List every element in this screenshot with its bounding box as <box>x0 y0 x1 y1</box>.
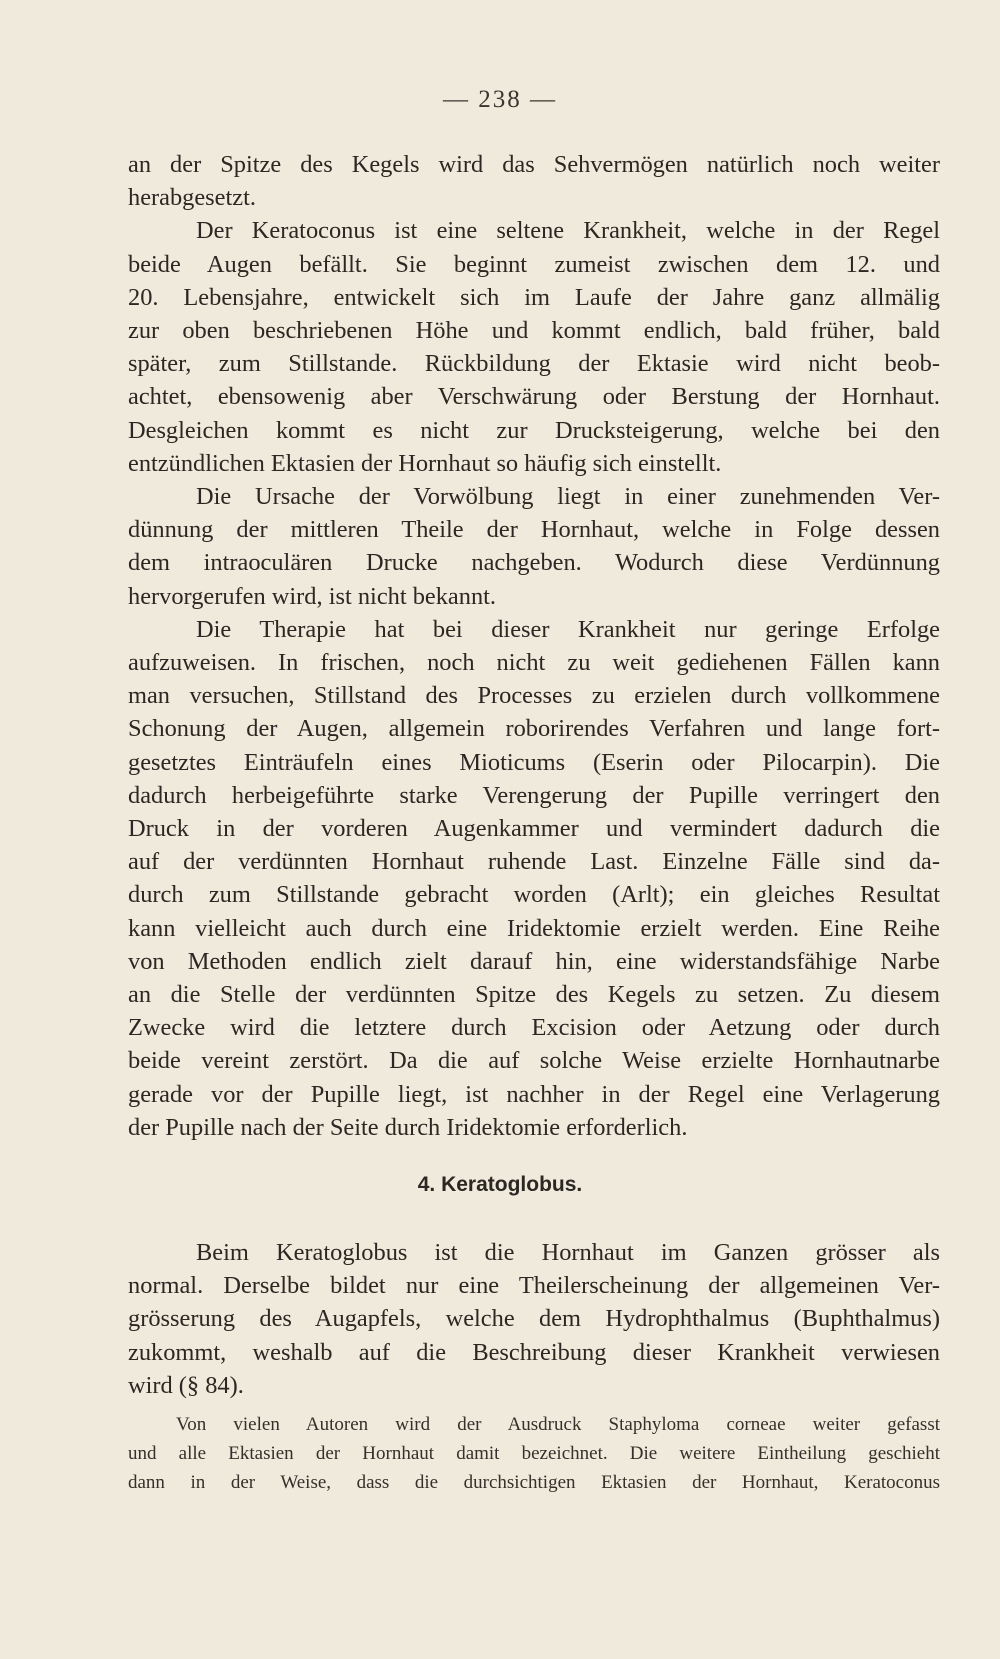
text-line: wird (§ 84). <box>128 1371 244 1399</box>
text-line: von Methoden endlich zielt darauf hin, eine widerstandsfähige Narbe <box>128 947 940 975</box>
text-line: beide vereint zerstört. Da die auf solche Weise erzielte Hornhautnarbe <box>128 1047 940 1075</box>
text-line: grösserung des Augapfels, welche dem Hydrophthalmus (Buphthalmus) <box>128 1305 940 1333</box>
text-line: an die Stelle der verdünnten Spitze des Kegels zu setzen. Zu diesem <box>128 981 940 1009</box>
text-line: auf der verdünnten Hornhaut ruhende Last. Einzelne Fälle sind da- <box>128 848 940 876</box>
text-line: normal. Derselbe bildet nur eine Theilerscheinung der allgemeinen Ver- <box>128 1272 940 1300</box>
text-line: Desgleichen kommt es nicht zur Drucksteigerung, welche bei den <box>128 416 940 444</box>
footnote <box>128 1410 940 1497</box>
text-line: Die Ursache der Vorwölbung liegt in einer zunehmenden Ver- <box>196 483 940 511</box>
text-line: Zwecke wird die letztere durch Excision oder Aetzung oder durch <box>128 1014 940 1042</box>
footnote-line: Von vielen Autoren wird der Ausdruck Staphyloma corneae weiter gefasst <box>176 1414 940 1435</box>
text-line: später, zum Stillstande. Rückbildung der Ektasie wird nicht beob- <box>128 350 940 378</box>
footnote-line: und alle Ektasien der Hornhaut damit bezeichnet. Die weitere Eintheilung geschieht <box>128 1443 940 1464</box>
text-line: dünnung der mittleren Theile der Hornhaut, welche in Folge dessen <box>128 516 940 544</box>
text-line: Druck in der vorderen Augenkammer und vermindert dadurch die <box>128 815 940 843</box>
text-line: der Pupille nach der Seite durch Iridektomie erforderlich. <box>128 1113 688 1141</box>
page-number: — 238 — <box>443 86 557 113</box>
text-line: Die Therapie hat bei dieser Krankheit nur geringe Erfolge <box>196 615 940 643</box>
text-line: zur oben beschriebenen Höhe und kommt endlich, bald früher, bald <box>128 317 940 345</box>
keratoglobus-text <box>128 1236 940 1402</box>
text-line: an der Spitze des Kegels wird das Sehvermögen natürlich noch weiter <box>128 151 940 178</box>
text-line: herabgesetzt. <box>128 184 256 212</box>
text-line: achtet, ebensowenig aber Verschwärung oder Berstung der Hornhaut. <box>128 383 940 411</box>
text-line: Beim Keratoglobus ist die Hornhaut im Ganzen grösser als <box>196 1239 940 1266</box>
text-line: aufzuweisen. In frischen, noch nicht zu weit gediehenen Fällen kann <box>128 649 940 677</box>
keratoconus-text <box>128 148 940 1144</box>
text-line: Schonung der Augen, allgemein roborirendes Verfahren und lange fort- <box>128 715 940 743</box>
text-line: Der Keratoconus ist eine seltene Krankheit, welche in der Regel <box>196 217 940 245</box>
text-line: dem intraoculären Drucke nachgeben. Wodurch diese Verdünnung <box>128 549 940 577</box>
text-line: entzündlichen Ektasien der Hornhaut so häufig sich einstellt. <box>128 449 722 477</box>
text-line: durch zum Stillstande gebracht worden (Arlt); ein gleiches Resultat <box>128 881 940 909</box>
section-heading: 4. Keratoglobus. <box>417 1173 583 1196</box>
text-line: 20. Lebensjahre, entwickelt sich im Laufe der Jahre ganz allmälig <box>128 283 940 311</box>
text-line: gerade vor der Pupille liegt, ist nachher in der Regel eine Verlagerung <box>128 1080 940 1108</box>
text-line: beide Augen befällt. Sie beginnt zumeist zwischen dem 12. und <box>128 250 940 278</box>
text-line: gesetztes Einträufeln eines Mioticums (Eserin oder Pilocarpin). Die <box>128 748 940 776</box>
text-line: zukommt, weshalb auf die Beschreibung dieser Krankheit verwiesen <box>128 1338 940 1366</box>
text-line: dadurch herbeigeführte starke Verengerung der Pupille verringert den <box>128 781 940 809</box>
text-line: man versuchen, Stillstand des Processes zu erzielen durch vollkommene <box>128 682 940 710</box>
footnote-line: dann in der Weise, dass die durchsichtigen Ektasien der Hornhaut, Keratoconus <box>128 1472 940 1493</box>
text-line: hervorgerufen wird, ist nicht bekannt. <box>128 582 497 610</box>
text-line: kann vielleicht auch durch eine Iridektomie erzielt werden. Eine Reihe <box>128 914 940 942</box>
